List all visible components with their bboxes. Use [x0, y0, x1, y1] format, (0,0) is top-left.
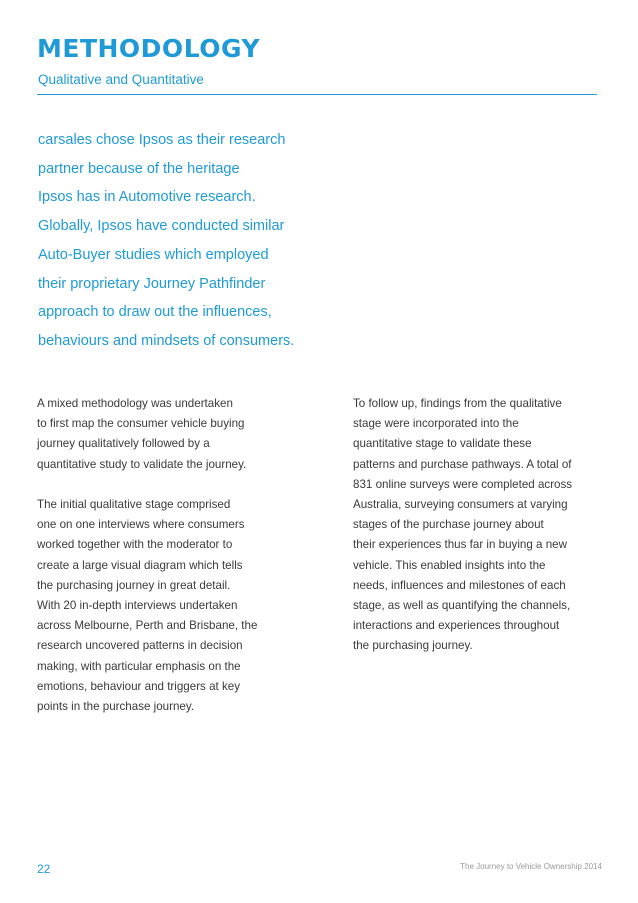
text-line: patterns and purchase pathways. A total of: [353, 457, 572, 471]
text-line: 831 online surveys were completed across: [353, 477, 573, 491]
text-line: journey qualitatively followed by a: [37, 437, 210, 451]
text-line: Australia, surveying consumers at varying: [353, 498, 568, 512]
right-paragraph-1: [353, 394, 603, 657]
intro-line: Auto-Buyer studies which employed: [38, 246, 269, 263]
text-line: stages of the purchase journey about: [353, 518, 544, 532]
text-line: research uncovered patterns in decision: [37, 639, 243, 653]
text-line: across Melbourne, Perth and Brisbane, the: [37, 619, 258, 633]
right-column: [353, 394, 603, 657]
text-line: quantitative study to validate the journey.: [37, 457, 247, 471]
left-paragraph-1: [37, 394, 307, 475]
text-line: worked together with the moderator to: [37, 538, 233, 552]
text-line: vehicle. This enabled insights into the: [353, 558, 546, 572]
intro-line: carsales chose Ipsos as their research: [38, 132, 286, 148]
text-line: making, with particular emphasis on the: [37, 659, 241, 673]
page-title: METHODOLOGY: [37, 34, 261, 63]
text-line: points in the purchase journey.: [37, 700, 195, 714]
text-line: their experiences thus far in buying a new: [353, 538, 567, 552]
intro-line: Globally, Ipsos have conducted similar: [38, 218, 285, 235]
text-line: The initial qualitative stage comprised: [37, 498, 231, 511]
text-line: quantitative stage to validate these: [353, 437, 532, 451]
text-line: the purchasing journey in great detail.: [37, 578, 231, 592]
text-line: to first map the consumer vehicle buying: [37, 417, 245, 431]
text-line: needs, influences and milestones of each: [353, 578, 566, 592]
footer-document-title: The Journey to Vehicle Ownership 2014: [460, 862, 602, 871]
page-number: 22: [37, 862, 51, 876]
text-line: stage were incorporated into the: [353, 417, 519, 431]
text-line: With 20 in-depth interviews undertaken: [37, 599, 238, 613]
text-line: stage, as well as quantifying the channels,: [353, 599, 571, 613]
intro-line: their proprietary Journey Pathfinder: [38, 275, 266, 292]
intro-line: Ipsos has in Automotive research.: [38, 189, 256, 206]
text-line: To follow up, findings from the qualitative: [353, 397, 562, 410]
text-line: interactions and experiences throughout: [353, 619, 560, 633]
text-line: create a large visual diagram which tells: [37, 558, 243, 572]
text-line: the purchasing journey.: [353, 639, 473, 653]
header-divider: [37, 94, 597, 95]
left-column: [37, 394, 307, 717]
intro-line: approach to draw out the influences,: [38, 304, 272, 321]
intro-line: partner because of the heritage: [38, 160, 240, 177]
page-subtitle: Qualitative and Quantitative: [38, 72, 204, 87]
text-line: A mixed methodology was undertaken: [37, 397, 233, 410]
text-line: one on one interviews where consumers: [37, 518, 245, 532]
text-line: emotions, behaviour and triggers at key: [37, 679, 241, 693]
intro-statement: [38, 126, 338, 356]
left-paragraph-2: [37, 495, 307, 717]
intro-line: behaviours and mindsets of consumers.: [38, 332, 295, 349]
